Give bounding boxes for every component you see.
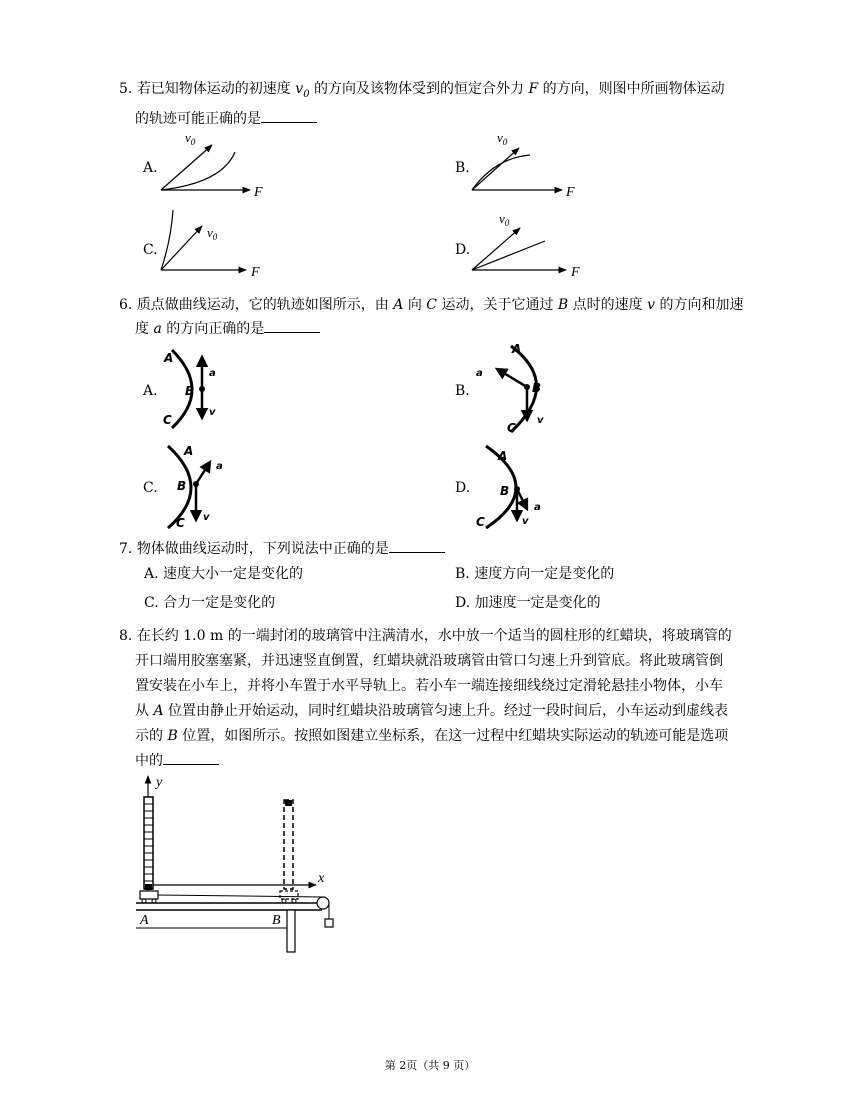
question-number: 8. xyxy=(119,628,133,644)
svg-text:a: a xyxy=(476,368,483,379)
question-text: 的轨迹可能正确的是 xyxy=(135,110,261,127)
svg-text:A: A xyxy=(512,342,522,356)
choice-a[interactable]: A. 速度大小一定是变化的 xyxy=(144,566,304,582)
svg-text:B: B xyxy=(185,384,195,398)
question-text: 的方向，则图中所画物体运动 xyxy=(542,81,725,97)
label-A: A xyxy=(140,913,149,928)
question-text: 的方向及该物体受到的恒定合外力 xyxy=(314,81,525,97)
svg-text:C: C xyxy=(507,421,516,435)
label-F: F xyxy=(571,265,580,280)
svg-text:C: C xyxy=(176,516,185,530)
wax-block xyxy=(145,884,152,890)
question-8: 8. 在长约 1.0 m 的一端封闭的玻璃管中注满清水，水中放一个适当的圆柱形的红蜡块，将玻璃管的 开口端用胶塞塞紧，并迅速竖直倒置，红蜡块就沿玻璃管由管口匀速上升到管底。将此玻璃管倒 置安装在小车上，并将小车置于水平导轨上。若小车一端连接细线绕过定滑轮悬挂小物体，小车 从 A 位置由静止开始运动，同时红蜡块沿玻璃管匀速上升。经过一段时间后，小车运动到虚线表 示的 B 位置，如图所示。按照如图建立坐标系，在这一过程中红蜡块实际运动的轨迹可能是选项 中的 xyxy=(119,628,732,769)
question-number: 7. xyxy=(119,541,133,557)
label-v0: $v_0$ xyxy=(185,130,196,147)
hanging-weight xyxy=(325,919,333,927)
pulley xyxy=(317,897,329,909)
label-v0: $v_0$ xyxy=(499,211,510,228)
svg-text:v: v xyxy=(522,516,529,527)
svg-text:C: C xyxy=(163,413,172,427)
label-v0: $v_0$ xyxy=(207,225,218,242)
cart-b xyxy=(280,891,298,899)
label-B: B xyxy=(272,913,281,928)
svg-text:a: a xyxy=(209,368,216,379)
svg-text:C: C xyxy=(476,515,485,529)
question-number: 6. xyxy=(119,297,133,313)
svg-text:a: a xyxy=(216,461,223,472)
symbol-F: F xyxy=(528,81,539,97)
question-text: 若已知物体运动的初速度 xyxy=(136,81,291,97)
option-label-a: A. xyxy=(143,160,158,176)
wax-block-top xyxy=(285,800,292,806)
option-label-b: B. xyxy=(455,383,470,399)
svg-text:a: a xyxy=(534,502,541,513)
glass-tube xyxy=(144,797,153,889)
svg-text:B: B xyxy=(177,479,187,493)
svg-text:A: A xyxy=(498,449,508,463)
svg-text:v: v xyxy=(537,415,544,426)
label-F: F xyxy=(254,185,263,200)
choice-b[interactable]: B. 速度方向一定是变化的 xyxy=(455,566,615,582)
choice-c[interactable]: C. 合力一定是变化的 xyxy=(144,595,276,611)
svg-text:B: B xyxy=(532,381,542,395)
label-F: F xyxy=(566,185,575,200)
page-footer: 第 2页（共 9 页） xyxy=(384,1059,476,1072)
question-6: 6. 质点做曲线运动，它的轨迹如图所示，由 A 向 C 运动，关于它通过 B 点时的速度 v 的方向和加速 度 a 的方向正确的是 xyxy=(119,297,744,337)
y-axis-label: y xyxy=(156,775,163,790)
question-number: 5. xyxy=(119,81,133,97)
svg-text:v: v xyxy=(203,512,210,523)
x-axis-label: x xyxy=(318,871,325,886)
option-label-c: C. xyxy=(143,480,158,496)
label-v0: $v_0$ xyxy=(497,130,508,147)
svg-text:v: v xyxy=(209,407,216,418)
option-label-d: D. xyxy=(455,242,471,258)
option-label-a: A. xyxy=(143,383,158,399)
glass-tube-dashed xyxy=(284,800,293,889)
question-7: 7. 物体做曲线运动时，下列说法中正确的是 xyxy=(119,537,764,561)
table-leg xyxy=(287,910,295,952)
label-F: F xyxy=(251,265,260,280)
cart-a xyxy=(140,891,158,899)
symbol-v0: $v_0$ xyxy=(295,81,310,100)
svg-text:B: B xyxy=(500,484,510,498)
option-label-b: B. xyxy=(455,160,470,176)
option-label-c: C. xyxy=(143,242,158,258)
choice-d[interactable]: D. 加速度一定是变化的 xyxy=(455,595,601,611)
svg-text:A: A xyxy=(184,444,194,458)
svg-text:A: A xyxy=(164,351,174,365)
option-label-d: D. xyxy=(455,480,471,496)
